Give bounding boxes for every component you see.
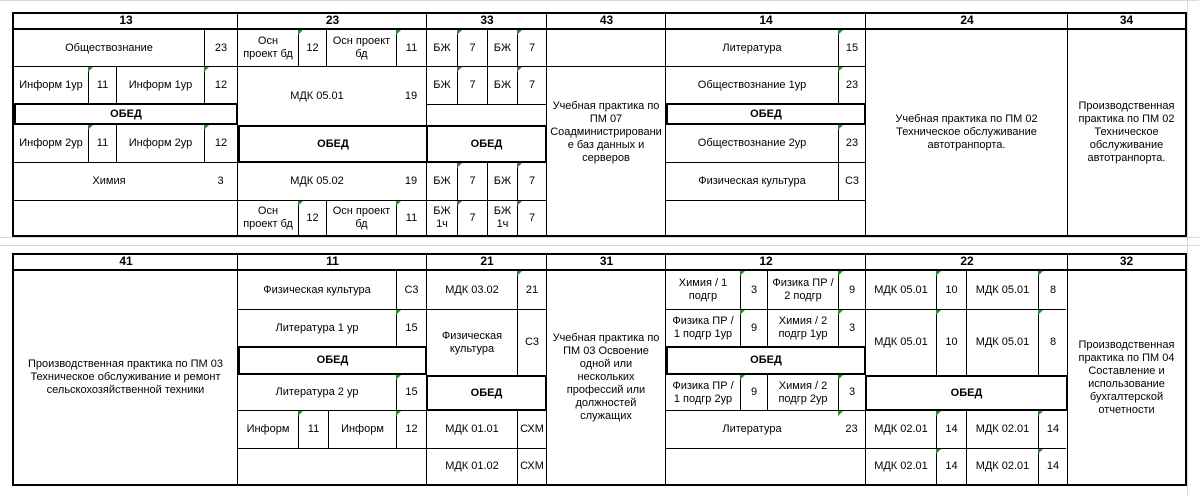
- group-header-34: 34: [1119, 13, 1134, 27]
- subject-cell: Физика ПР / 1 подгр 2ур: [672, 379, 734, 405]
- lunch-cell: ОБЕД: [14, 103, 238, 125]
- subject-cell: Литература 2 ур: [275, 386, 359, 398]
- lunch-cell: ОБЕД: [666, 103, 866, 125]
- group-header-12: 12: [759, 254, 773, 268]
- subject-cell: БЖ: [487, 30, 517, 66]
- room-cell: 9: [838, 271, 865, 309]
- subject-cell: МДК 01.01: [445, 423, 499, 435]
- room-cell: 3: [838, 310, 865, 346]
- subject-cell: МДК 02.01: [966, 411, 1038, 448]
- room-cell: 10: [936, 271, 966, 309]
- room-cell: 12: [298, 201, 326, 235]
- room-cell: 12: [396, 411, 426, 448]
- cell-marker-icon: [396, 30, 401, 35]
- subject-cell: Литература: [722, 423, 782, 435]
- subject-cell: Осн проект бд: [326, 201, 396, 235]
- cell-marker-icon: [936, 449, 941, 454]
- cell-marker-icon: [838, 411, 843, 416]
- lunch-cell: ОБЕД: [238, 125, 428, 163]
- cell-marker-icon: [838, 375, 843, 380]
- cell-marker-icon: [457, 67, 462, 72]
- lunch-cell: ОБЕД: [426, 125, 547, 163]
- cell-marker-icon: [298, 30, 303, 35]
- practice-cell: Учебная практика по ПМ 02 Техническое обслуживание автотранпорта.: [895, 113, 1038, 151]
- lunch-cell: ОБЕД: [666, 346, 866, 375]
- group-header-11: 11: [326, 254, 339, 268]
- cell-marker-icon: [936, 271, 941, 276]
- room-cell: 12: [204, 125, 237, 162]
- practice-cell: Производственная практика по ПМ 03 Техническое обслуживание и ремонт сельскохозяйственной техники: [27, 358, 224, 396]
- room-cell: 23: [204, 30, 237, 66]
- cell-marker-icon: [740, 375, 745, 380]
- subject-cell: Химия / 2 подгр 2ур: [767, 375, 838, 410]
- subject-cell: БЖ 1ч: [487, 201, 517, 235]
- cell-marker-icon: [838, 125, 843, 130]
- room-cell: 14: [936, 411, 966, 448]
- cell-marker-icon: [457, 30, 462, 35]
- subject-cell: Информ: [328, 411, 396, 448]
- subject-cell: Физическая культура: [263, 283, 371, 296]
- lunch-cell: ОБЕД: [426, 375, 547, 411]
- subject-cell: Физика ПР / 1 подгр 1ур: [672, 315, 734, 340]
- room-cell: 15: [838, 30, 865, 66]
- group-header-23: 23: [325, 13, 340, 27]
- room-cell: 15: [396, 375, 426, 410]
- subject-cell: Химия: [92, 175, 126, 187]
- cell-marker-icon: [204, 125, 209, 130]
- subject-cell: МДК 05.01: [874, 283, 928, 296]
- room-cell: 23: [838, 67, 865, 104]
- cell-marker-icon: [1038, 449, 1043, 454]
- group-header-43: 43: [599, 13, 614, 27]
- room-cell: 7: [517, 163, 546, 200]
- lunch-cell: ОБЕД: [238, 346, 427, 375]
- cell-marker-icon: [88, 67, 93, 72]
- room-cell: 7: [457, 30, 487, 66]
- room-cell: С3: [396, 271, 426, 309]
- group-header-22: 22: [960, 254, 974, 268]
- subject-cell: Физика ПР / 2 подгр: [767, 271, 838, 309]
- room-cell: 7: [517, 67, 546, 104]
- subject-cell: Химия / 1 подгр: [678, 277, 728, 302]
- subject-cell: МДК 03.02: [445, 283, 499, 296]
- cell-marker-icon: [838, 271, 843, 276]
- cell-marker-icon: [517, 271, 522, 276]
- cell-marker-icon: [936, 411, 941, 416]
- room-cell: 7: [517, 201, 546, 235]
- cell-marker-icon: [457, 201, 462, 206]
- subject-cell: МДК 01.02: [445, 460, 499, 472]
- room-cell: 10: [936, 310, 966, 375]
- cell-marker-icon: [517, 163, 522, 168]
- subject-cell: Осн проект бд: [326, 30, 396, 66]
- cell-marker-icon: [1038, 310, 1043, 315]
- subject-cell: Информ 1ур: [19, 79, 83, 91]
- subject-cell: Литература 1 ур: [275, 321, 359, 334]
- room-cell: 15: [396, 310, 426, 346]
- room-cell: 23: [838, 125, 865, 162]
- lunch-cell: ОБЕД: [865, 375, 1068, 411]
- room-cell: 11: [88, 125, 116, 162]
- room-cell: 3: [838, 375, 865, 410]
- cell-marker-icon: [838, 67, 843, 72]
- group-header-41: 41: [119, 254, 133, 268]
- cell-marker-icon: [396, 375, 401, 380]
- cell-marker-icon: [1038, 271, 1043, 276]
- room-cell: 9: [740, 310, 767, 346]
- subject-cell: БЖ: [487, 163, 517, 200]
- subject-cell: БЖ 1ч: [433, 205, 451, 230]
- cell-marker-icon: [204, 67, 209, 72]
- room-cell: 11: [298, 411, 328, 448]
- subject-cell: Информ 2ур: [116, 125, 204, 162]
- room-cell: 23: [845, 423, 858, 435]
- row-sep: [666, 200, 866, 201]
- room-cell: 14: [1038, 449, 1067, 484]
- cell-marker-icon: [740, 271, 745, 276]
- room-cell: 11: [396, 30, 426, 66]
- subject-cell: МДК 02.01: [874, 423, 928, 435]
- cell-marker-icon: [838, 30, 843, 35]
- subject-cell: БЖ: [433, 41, 451, 54]
- room-cell: 14: [1038, 411, 1067, 448]
- cell-marker-icon: [517, 30, 522, 35]
- room-cell: 9: [740, 375, 767, 410]
- cell-marker-icon: [396, 201, 401, 206]
- room-cell: СХМ: [517, 449, 546, 484]
- subject-cell: Химия / 2 подгр 1ур: [767, 310, 838, 346]
- cell-marker-icon: [517, 201, 522, 206]
- group-header-33: 33: [480, 13, 494, 27]
- room-cell: 21: [517, 271, 546, 309]
- practice-cell: Учебная практика по ПМ 03 Освоение одной или нескольких профессий или должностей служащих: [552, 332, 660, 422]
- cell-marker-icon: [298, 411, 303, 416]
- subject-cell: МДК 05.02: [290, 175, 344, 187]
- room-cell: 7: [457, 163, 487, 200]
- room-cell: 19: [404, 89, 418, 102]
- room-cell: 7: [457, 67, 487, 104]
- room-cell: 7: [457, 201, 487, 235]
- subject-cell: Осн проект бд: [243, 35, 293, 60]
- cell-marker-icon: [517, 67, 522, 72]
- room-cell: 8: [1038, 271, 1067, 309]
- cell-marker-icon: [396, 310, 401, 315]
- cell-marker-icon: [936, 310, 941, 315]
- subject-cell: МДК 02.01: [874, 460, 928, 472]
- cell-marker-icon: [298, 201, 303, 206]
- row-sep: [427, 104, 547, 105]
- room-cell: 3: [217, 175, 224, 187]
- subject-cell: Физическая культура: [698, 175, 806, 187]
- subject-cell: Обществознание 1ур: [697, 79, 807, 91]
- subject-cell: БЖ: [433, 175, 451, 187]
- subject-cell: Обществознание 2ур: [697, 137, 807, 149]
- room-cell: 3: [740, 271, 767, 309]
- room-cell: С3: [838, 163, 865, 200]
- cell-marker-icon: [740, 310, 745, 315]
- group-header-31: 31: [599, 254, 614, 268]
- room-cell: СХМ: [517, 411, 546, 448]
- subject-cell: Обществознание: [65, 41, 153, 54]
- practice-cell: Учебная практика по ПМ 07 Соадминистрировани е баз данных и серверов: [550, 100, 662, 164]
- subject-cell: МДК 05.01: [966, 310, 1038, 375]
- subject-cell: МДК 05.01: [874, 336, 928, 348]
- subject-cell: Информ 2ур: [19, 137, 83, 149]
- room-cell: 8: [1038, 310, 1067, 375]
- room-cell: 12: [204, 67, 237, 104]
- subject-cell: БЖ: [433, 79, 451, 91]
- subject-cell: МДК 05.01: [290, 89, 344, 102]
- cell-marker-icon: [396, 411, 401, 416]
- room-cell: 7: [517, 30, 546, 66]
- group-header-14: 14: [759, 13, 773, 27]
- room-cell: 12: [298, 30, 326, 66]
- room-cell: С3: [517, 310, 546, 375]
- room-cell: 19: [404, 175, 418, 187]
- group-header-32: 32: [1119, 254, 1134, 268]
- subject-cell: Литература: [722, 41, 782, 54]
- subject-cell: МДК 02.01: [966, 449, 1038, 484]
- subject-cell: Физическая культура: [441, 329, 503, 355]
- cell-marker-icon: [838, 310, 843, 315]
- group-header-21: 21: [480, 254, 494, 268]
- room-cell: 14: [936, 449, 966, 484]
- practice-cell: Производственная практика по ПМ 02 Техническое обслуживание автотранпорта.: [1078, 100, 1175, 164]
- subject-cell: Информ 1ур: [116, 67, 204, 104]
- cell-marker-icon: [1038, 411, 1043, 416]
- practice-cell: Производственная практика по ПМ 04 Составление и использование бухгалтерской отчетности: [1078, 338, 1175, 416]
- group-header-13: 13: [119, 13, 133, 27]
- cell-marker-icon: [457, 163, 462, 168]
- subject-cell: Осн проект бд: [243, 205, 293, 230]
- cell-marker-icon: [88, 125, 93, 130]
- subject-cell: Информ: [246, 423, 290, 435]
- room-cell: 11: [396, 201, 426, 235]
- group-header-24: 24: [960, 13, 974, 27]
- subject-cell: МДК 05.01: [966, 271, 1038, 309]
- room-cell: 11: [88, 67, 116, 104]
- subject-cell: БЖ: [487, 67, 517, 104]
